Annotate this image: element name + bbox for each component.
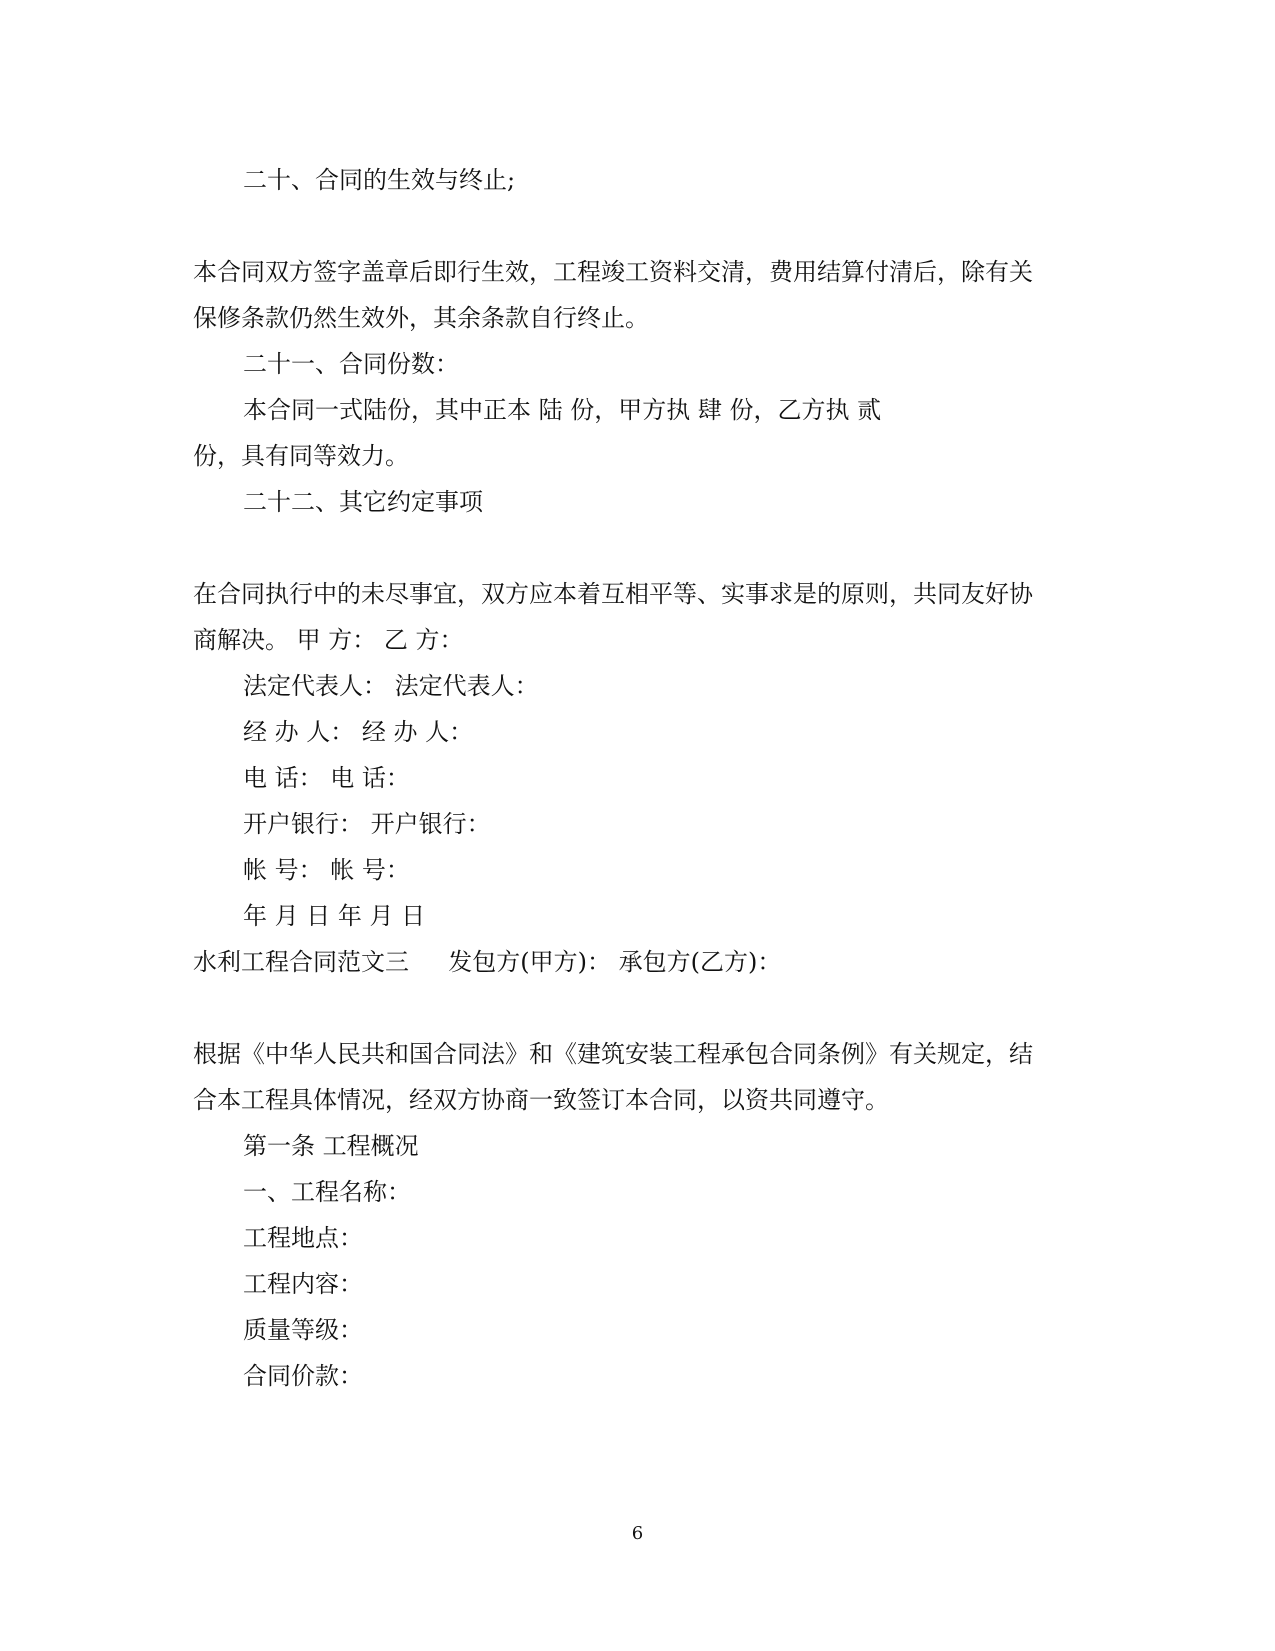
- clause-22-heading: 二十二、其它约定事项: [243, 488, 483, 516]
- paragraph-line: 本合同一式陆份，其中正本 陆 份，甲方执 肆 份，乙方执 贰: [243, 396, 882, 424]
- signature-handler-line: 经 办 人： 经 办 人：: [243, 718, 474, 746]
- signature-legal-rep-line: 法定代表人： 法定代表人：: [243, 672, 539, 700]
- signature-bank-line: 开户银行： 开户银行：: [243, 810, 491, 838]
- sample-three-title-line: 水利工程合同范文三 发包方(甲方)： 承包方(乙方)：: [193, 948, 782, 976]
- clause-20-heading: 二十、合同的生效与终止;: [243, 166, 516, 194]
- paragraph-line: 根据《中华人民共和国合同法》和《建筑安装工程承包合同条例》有关规定，结: [193, 1040, 1033, 1068]
- signature-date-line: 年 月 日 年 月 日: [243, 902, 426, 930]
- clause-21-heading: 二十一、合同份数：: [243, 350, 459, 378]
- contract-price-line: 合同价款：: [243, 1362, 363, 1390]
- signature-parties-line: 商解决。 甲 方： 乙 方：: [193, 626, 464, 654]
- project-location-line: 工程地点：: [243, 1224, 363, 1252]
- quality-grade-line: 质量等级：: [243, 1316, 363, 1344]
- paragraph-line: 本合同双方签字盖章后即行生效，工程竣工资料交清，费用结算付清后，除有关: [193, 258, 1033, 286]
- paragraph-line: 合本工程具体情况，经双方协商一致签订本合同，以资共同遵守。: [193, 1086, 889, 1114]
- article-1-heading: 第一条 工程概况: [243, 1132, 419, 1160]
- project-content-line: 工程内容：: [243, 1270, 363, 1298]
- project-name-line: 一、工程名称：: [243, 1178, 411, 1206]
- paragraph-line: 在合同执行中的未尽事宜，双方应本着互相平等、实事求是的原则，共同友好协: [193, 580, 1033, 608]
- signature-phone-line: 电 话： 电 话：: [243, 764, 410, 792]
- signature-account-line: 帐 号： 帐 号：: [243, 856, 410, 884]
- paragraph-line: 份，具有同等效力。: [193, 442, 409, 470]
- paragraph-line: 保修条款仍然生效外，其余条款自行终止。: [193, 304, 649, 332]
- page-number: 6: [631, 1523, 644, 1544]
